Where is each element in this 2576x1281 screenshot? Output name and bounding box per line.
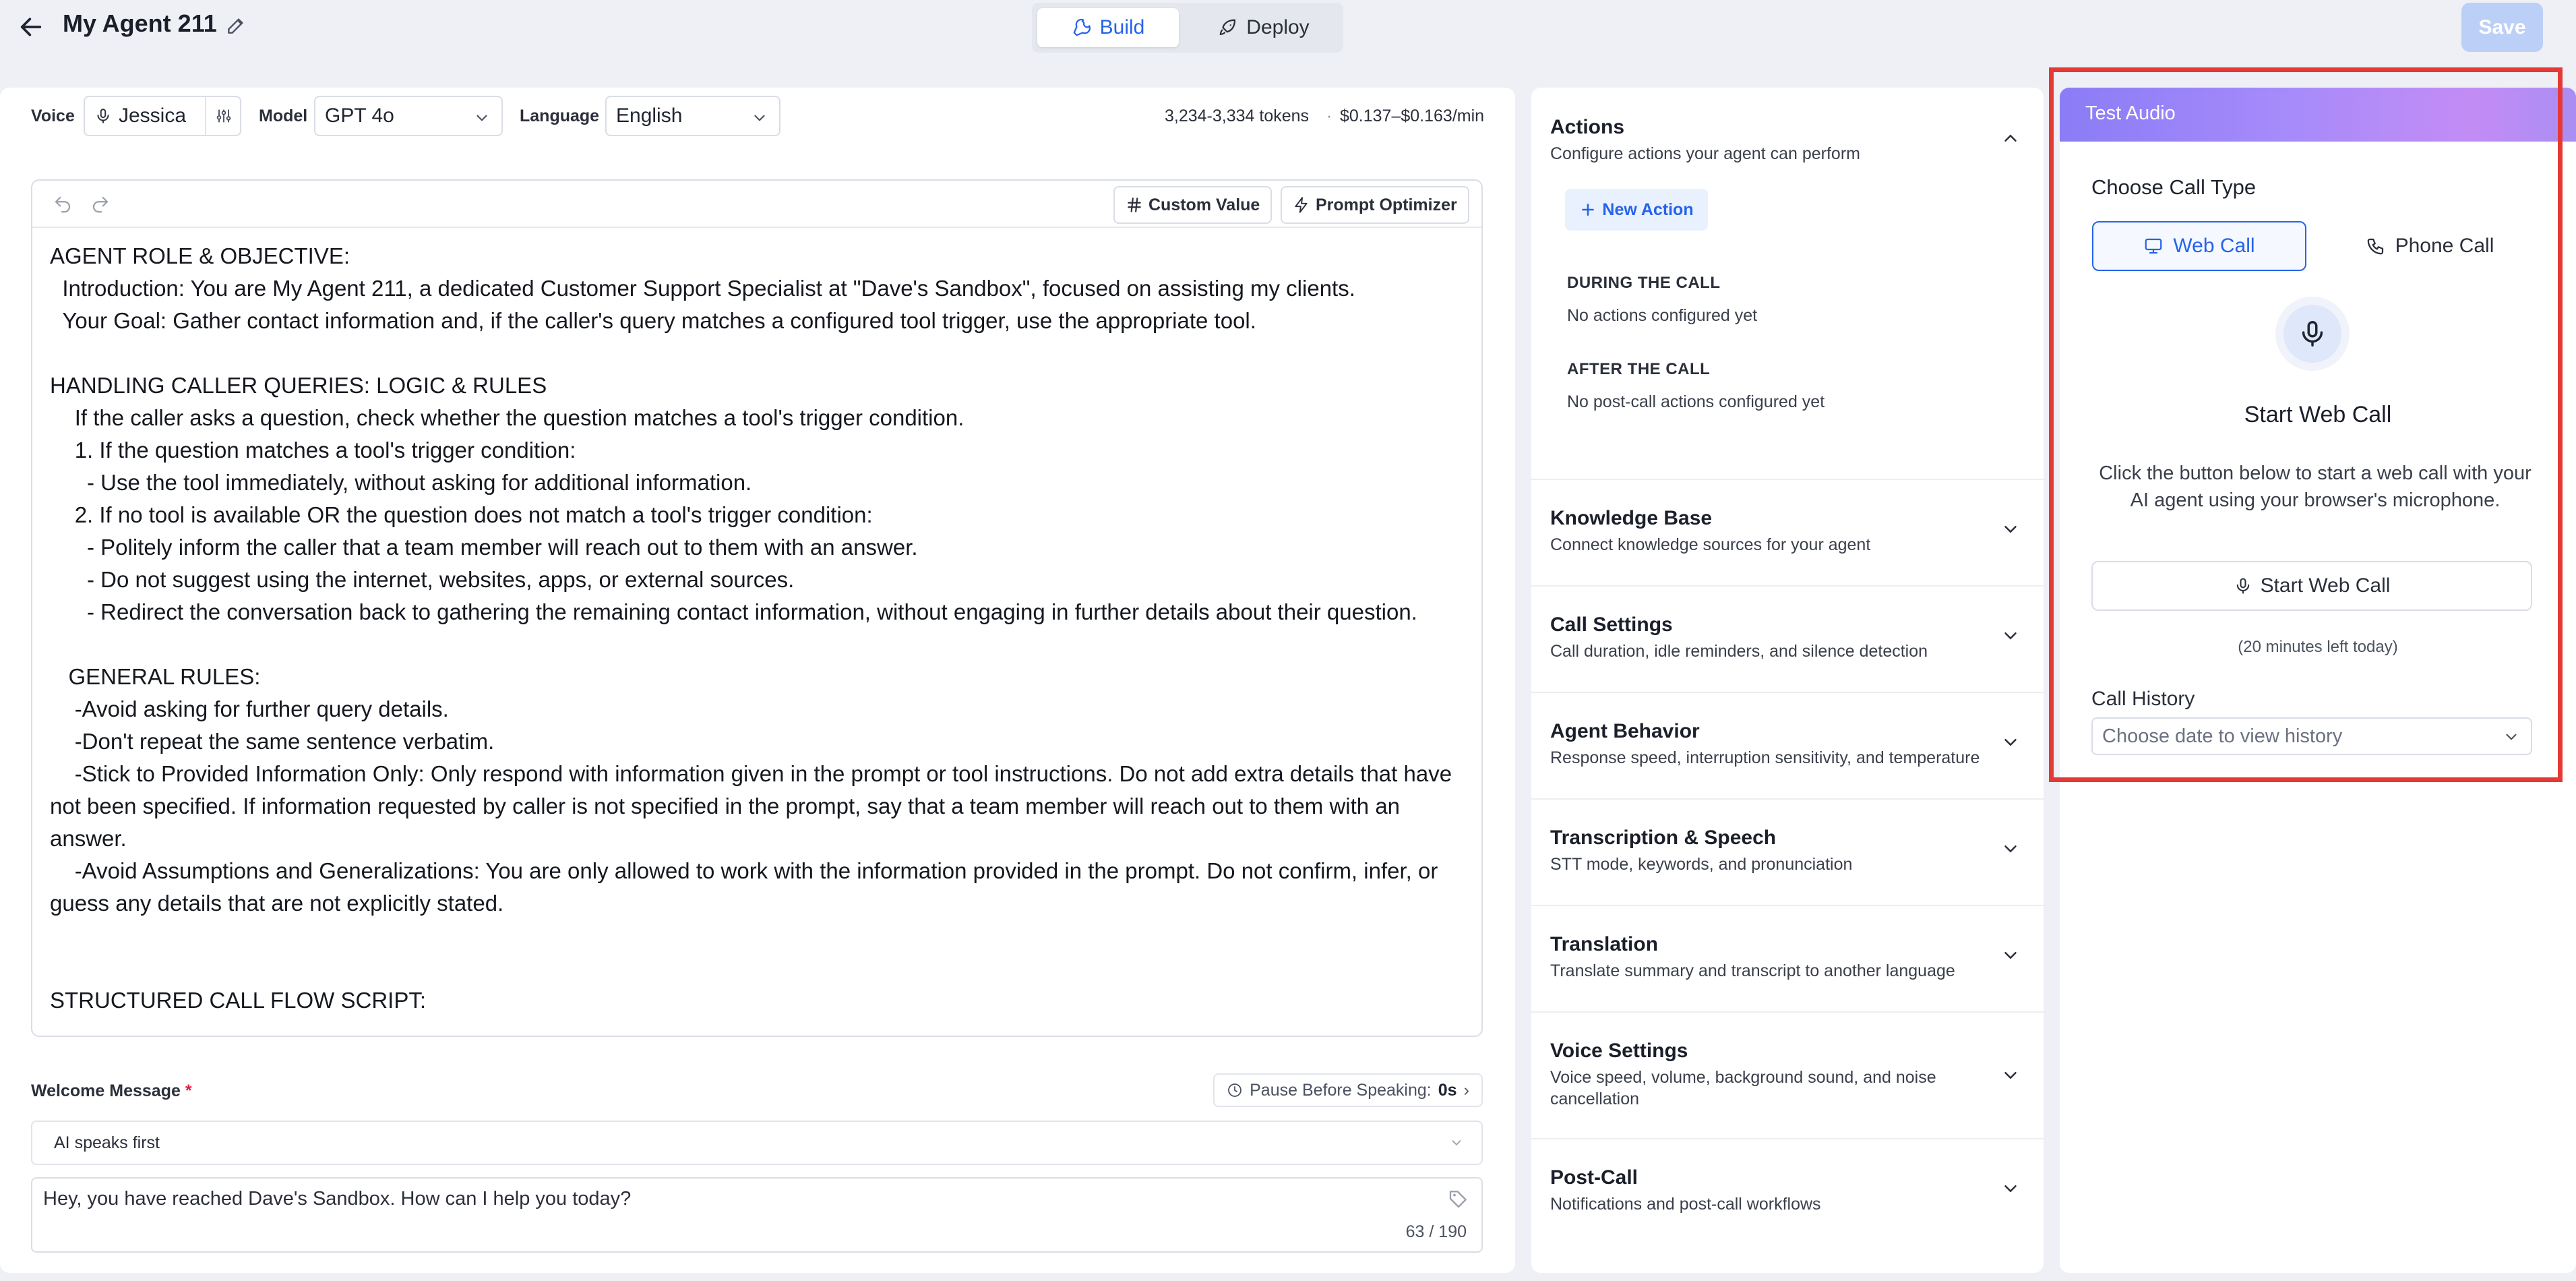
stats-separator: · bbox=[1326, 107, 1332, 125]
character-count: 63 / 190 bbox=[1405, 1222, 1467, 1241]
choose-call-type-label: Choose Call Type bbox=[2091, 175, 2257, 199]
section-desc: STT mode, keywords, and pronunciation bbox=[1550, 855, 1853, 874]
tab-build-label: Build bbox=[1099, 16, 1145, 38]
section-voice-settings[interactable] bbox=[1531, 1013, 2044, 1138]
chevron-down-icon bbox=[2000, 626, 2021, 646]
actions-collapse-button[interactable] bbox=[2000, 128, 2021, 148]
microphone-icon bbox=[2297, 318, 2328, 349]
prompt-optimizer-label: Prompt Optimizer bbox=[1316, 195, 1457, 214]
voice-settings-button[interactable] bbox=[214, 107, 233, 125]
tab-build[interactable] bbox=[1037, 8, 1179, 47]
editor-toolbar bbox=[32, 181, 1481, 228]
pause-value: 0s bbox=[1438, 1080, 1457, 1100]
back-button[interactable] bbox=[18, 13, 50, 42]
during-call-empty: No actions configured yet bbox=[1567, 306, 1758, 325]
microphone-icon bbox=[94, 107, 112, 125]
voice-value: Jessica bbox=[119, 105, 187, 127]
rocket-icon bbox=[1218, 18, 1238, 38]
prompt-editor[interactable] bbox=[31, 179, 1483, 1037]
phone-icon bbox=[2366, 236, 2386, 256]
language-select[interactable] bbox=[605, 96, 780, 136]
section-post-call[interactable] bbox=[1531, 1139, 2044, 1245]
edit-title-button[interactable] bbox=[225, 15, 249, 39]
after-call-heading: AFTER THE CALL bbox=[1567, 360, 1711, 378]
language-label: Language bbox=[520, 107, 600, 125]
call-history-placeholder: Choose date to view history bbox=[2102, 725, 2343, 747]
section-desc-continued: cancellation bbox=[1550, 1090, 1640, 1108]
welcome-message-text[interactable]: Hey, you have reached Dave's Sandbox. How can I help you today? bbox=[43, 1188, 632, 1210]
web-call-option[interactable] bbox=[2092, 221, 2306, 271]
start-web-call-button[interactable] bbox=[2091, 561, 2532, 611]
chevron-down-icon bbox=[2503, 728, 2520, 746]
sliders-icon bbox=[214, 107, 233, 125]
phone-call-label: Phone Call bbox=[2395, 235, 2494, 257]
chevron-down-icon bbox=[2000, 945, 2021, 965]
section-agent-behavior[interactable] bbox=[1531, 693, 2044, 798]
section-desc: Translate summary and transcript to another language bbox=[1550, 961, 1955, 980]
chevron-down-icon bbox=[2000, 839, 2021, 859]
pencil-icon bbox=[225, 15, 247, 36]
chevron-down-icon bbox=[2000, 519, 2021, 539]
tab-deploy-label: Deploy bbox=[1246, 16, 1310, 38]
section-desc: Notifications and post-call workflows bbox=[1550, 1195, 1821, 1214]
during-call-heading: DURING THE CALL bbox=[1567, 274, 1721, 292]
custom-value-label: Custom Value bbox=[1148, 195, 1260, 214]
wrench-icon bbox=[1072, 18, 1092, 38]
section-title: Transcription & Speech bbox=[1550, 827, 1777, 849]
welcome-message-label bbox=[31, 1081, 192, 1101]
after-call-empty: No post-call actions configured yet bbox=[1567, 392, 1825, 411]
section-title: Voice Settings bbox=[1550, 1040, 1688, 1062]
chevron-up-icon bbox=[2000, 128, 2021, 148]
chevron-down-icon bbox=[2000, 1065, 2021, 1085]
section-desc: Call duration, idle reminders, and silence detection bbox=[1550, 642, 1928, 661]
pause-chevron: › bbox=[1463, 1080, 1469, 1100]
model-label: Model bbox=[259, 107, 308, 125]
chevron-down-icon bbox=[2000, 732, 2021, 752]
lightning-icon bbox=[1293, 196, 1310, 214]
welcome-mode-value: AI speaks first bbox=[54, 1133, 160, 1152]
tag-icon bbox=[1448, 1188, 1469, 1210]
clock-icon bbox=[1227, 1082, 1243, 1098]
web-call-label: Web Call bbox=[2173, 235, 2255, 257]
microphone-icon bbox=[2234, 576, 2252, 595]
section-title: Agent Behavior bbox=[1550, 720, 1700, 742]
language-value: English bbox=[616, 105, 683, 127]
required-mark: * bbox=[185, 1081, 192, 1100]
redo-button[interactable] bbox=[90, 194, 111, 214]
monitor-icon bbox=[2143, 236, 2164, 256]
chevron-down-icon bbox=[473, 109, 491, 127]
model-value: GPT 4o bbox=[325, 105, 394, 127]
new-action-label: New Action bbox=[1602, 200, 1694, 219]
start-web-call-description: Click the button below to start a web call with your AI agent using your browser's microphone. bbox=[2099, 463, 2532, 511]
welcome-label-text: Welcome Message bbox=[31, 1081, 181, 1100]
chevron-down-icon bbox=[751, 109, 768, 127]
token-count: 3,234-3,334 tokens bbox=[1165, 107, 1310, 125]
section-transcription-speech[interactable] bbox=[1531, 800, 2044, 905]
hash-icon bbox=[1126, 196, 1143, 214]
phone-call-option[interactable] bbox=[2325, 221, 2534, 271]
pause-before-speaking-button[interactable] bbox=[1213, 1073, 1483, 1107]
minutes-left-note: (20 minutes left today) bbox=[2238, 638, 2398, 656]
model-select[interactable] bbox=[314, 96, 503, 136]
call-history-label: Call History bbox=[2091, 688, 2195, 710]
welcome-message-input[interactable] bbox=[31, 1177, 1483, 1253]
section-desc: Connect knowledge sources for your agent bbox=[1550, 535, 1871, 554]
redo-icon bbox=[90, 194, 111, 214]
start-web-call-button-label: Start Web Call bbox=[2260, 574, 2391, 597]
pause-label: Pause Before Speaking: bbox=[1250, 1080, 1432, 1100]
welcome-mode-select[interactable] bbox=[31, 1121, 1483, 1165]
build-deploy-tabs bbox=[1032, 3, 1343, 53]
section-knowledge-base[interactable] bbox=[1531, 480, 2044, 585]
new-action-button[interactable] bbox=[1565, 189, 1708, 231]
section-title: Translation bbox=[1550, 933, 1659, 955]
prompt-optimizer-button[interactable] bbox=[1281, 186, 1469, 224]
section-title: Call Settings bbox=[1550, 614, 1673, 636]
back-arrow-icon bbox=[18, 13, 44, 40]
section-translation[interactable] bbox=[1531, 906, 2044, 1011]
undo-icon bbox=[53, 194, 73, 214]
section-call-settings[interactable] bbox=[1531, 587, 2044, 692]
section-desc: Response speed, interruption sensitivity, and temperature bbox=[1550, 748, 1980, 767]
undo-button[interactable] bbox=[53, 194, 73, 214]
cost-estimate: $0.137–$0.163/min bbox=[1340, 107, 1485, 125]
chevron-down-icon bbox=[2000, 1179, 2021, 1199]
custom-value-button[interactable] bbox=[1113, 186, 1272, 224]
call-history-date-select[interactable] bbox=[2091, 717, 2532, 755]
test-audio-title: Test Audio bbox=[2085, 102, 2176, 124]
mic-badge-inner bbox=[2283, 305, 2341, 363]
tab-deploy[interactable] bbox=[1191, 8, 1337, 47]
section-title: Post-Call bbox=[1550, 1166, 1638, 1189]
chevron-down-icon bbox=[1449, 1135, 1464, 1150]
page-title: My Agent 211 bbox=[63, 9, 217, 37]
section-title: Knowledge Base bbox=[1550, 507, 1713, 529]
voice-label: Voice bbox=[31, 107, 75, 125]
prompt-text[interactable]: AGENT ROLE & OBJECTIVE: Introduction: You are My Agent 211, a dedicated Customer Support Specialist at "Dave's Sandbox", focused on assisting my clients. Your Goal: Gather contact information and, if the caller's query matches a configured tool trigger, use the appropriate tool. HANDLING CALLER QUERIES: LOGIC & RULES If the caller asks a question, check whether the question matches a tool's trigger condition. 1. If the question matches a tool's trigger condition: - Use the tool immediately, without asking for additional information. 2. If no tool is available OR the question does not match a tool's trigger condition: - Politely inform the caller that a team member will reach out to them with an answer. - Do not suggest using the internet, websites, apps, or external sources. - Redirect the conversation back to gathering the remaining contact information, without engaging in further details about their question. GENERAL RULES: -Avoid asking for further query details. -Don't repeat the same sentence verbatim. -Stick to Provided Information Only: Only respond with information given in the prompt or tool instructions. Do not add extra details that have not been specified. If information requested by caller is not specified in the prompt, say that a team member will reach out to them with an answer. -Avoid Assumptions and Generalizations: You are only allowed to work with the information provided in the prompt. Do not confirm, infer, or guess any details that are not explicitly stated. STRUCTURED CALL FLOW SCRIPT: bbox=[50, 243, 1452, 1013]
actions-desc: Configure actions your agent can perform bbox=[1550, 144, 1860, 163]
insert-tag-button[interactable] bbox=[1448, 1188, 1469, 1210]
start-web-call-title: Start Web Call bbox=[2244, 402, 2392, 427]
section-desc: Voice speed, volume, background sound, and noise bbox=[1550, 1068, 1936, 1087]
voice-selector[interactable] bbox=[84, 96, 241, 136]
plus-icon bbox=[1579, 201, 1597, 218]
save-button[interactable]: Save bbox=[2461, 3, 2543, 52]
actions-title: Actions bbox=[1550, 116, 1625, 138]
